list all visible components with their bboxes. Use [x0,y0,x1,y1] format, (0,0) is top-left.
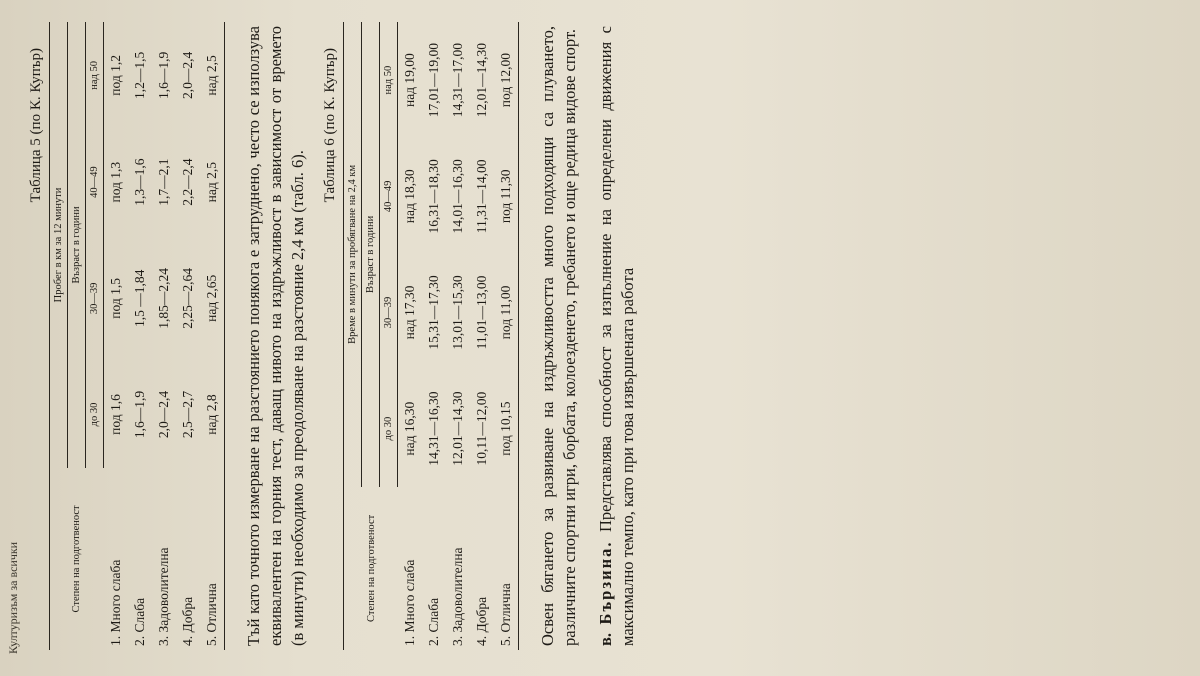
table6-cell: 15,31—17,30 [426,275,442,350]
table6-cell: над 17,30 [402,285,418,340]
table6-cell: 14,01—16,30 [450,159,466,234]
table5-cell: над 2,8 [200,361,225,468]
table6-level: 4. Добра [474,596,490,646]
table5-cell: под 1,6 [108,394,123,435]
table6-cell: под 11,30 [494,138,519,254]
section-b-speed [595,26,639,646]
table5 [49,22,225,650]
table5-cell: 1,6—1,9 [132,390,147,439]
table6-cell: 11,31—14,00 [474,159,490,234]
table5-cell: под 1,2 [108,55,123,96]
table6-cell: 13,01—15,30 [450,275,466,350]
section-b-text: Представлява способност за изпълнение на определени движения с максимално темпо, като при това извършената работа [595,26,637,646]
table5-level-header: Степен на подготвеност [50,468,104,650]
table6-cell: 10,11—12,00 [474,391,490,466]
running-head: Културизъм за всички [6,541,20,654]
table5-cell: под 1,3 [108,161,123,203]
table6-cell: над 18,30 [402,169,418,224]
table5-group-header: Пробег в км за 12 минути [50,22,68,468]
table5-level: 4. Добра [180,596,195,646]
table6-cell: под 10,15 [494,371,519,487]
table6-age-col: до 30 [380,371,398,487]
table-row [470,22,494,650]
table6-title: Таблица 6 (по К. Купър) [322,48,339,203]
table6-cell: под 11,00 [494,254,519,370]
table6-level: 1. Много слаба [402,559,418,646]
table5-cell: 2,0—2,4 [180,51,195,100]
table6-cell: 17,01—19,00 [426,42,442,118]
table5-age-col: над 50 [86,22,104,129]
section-b-term: Бързина. [595,540,615,625]
table5-cell: над 2,5 [200,129,225,236]
table6-age-col: над 50 [380,22,398,138]
table5-level: 1. Много слаба [107,559,123,646]
table6-age-col: 30—39 [380,254,398,370]
table5-cell: 1,5 —1,84 [132,269,147,328]
paragraph-endurance-test: Тъй като точното измерване на разстоянието понякога е затруднено, често се използува еквивалентен на горния тест, даващ нивото на издръжливост в зависимост от времето (в минути) необходимо за преодоляване на разстояние 2,4 км (табл. 6). [244,26,307,646]
table6 [343,22,519,650]
table5-age-header: Възраст в години [68,22,86,468]
table5-title: Таблица 5 (по К. Купър) [28,48,44,203]
table6-level-header: Степен на подготвеност [344,487,398,650]
table6-age-header: Възраст в години [362,22,380,487]
table-row [104,22,129,650]
table-row [152,22,176,650]
table5-cell: 1,2—1,5 [132,51,147,100]
table6-group-header: Време в минути за пробягване на 2,4 км [344,22,362,487]
table-row [422,22,446,650]
table6-cell: над 16,30 [402,401,418,456]
table-row [446,22,470,650]
table-row [128,22,152,650]
table5-cell: 2,5—2,7 [180,390,195,439]
table5-cell: над 2,65 [200,236,225,362]
table5-cell: под 1,5 [108,277,123,319]
section-b-label: в. [595,632,615,646]
table5-age-col: до 30 [86,361,104,468]
table5-age-col: 40—49 [86,129,104,236]
table5-cell: 2,0—2,4 [156,390,171,439]
table6-level: 2. Слаба [426,597,442,646]
table-row [176,22,200,650]
table6-level: 5. Отлична [494,487,519,650]
table5-cell: над 2,5 [200,22,225,129]
table5-level: 3. Задоволителна [156,547,171,646]
table6-cell: 12,01—14,30 [450,391,466,466]
table-row [200,22,225,650]
table5-cell: 2,25—2,64 [180,267,195,329]
table5-level: 5. Отлична [200,468,225,650]
table6-cell: 14,31—16,30 [426,391,442,466]
table5-cell: 1,3—1,6 [132,158,147,206]
table-row [494,22,519,650]
table5-age-col: 30—39 [86,236,104,362]
table6-level: 3. Задоволителна [450,547,466,646]
table6-cell: 16,31—18,30 [426,159,442,234]
table5-cell: 1,85—2,24 [156,267,171,329]
table-row [398,22,423,650]
table6-cell: 14,31—17,00 [450,42,466,118]
table5-cell: 1,7—2,1 [156,158,171,206]
table6-age-col: 40—49 [380,138,398,254]
table5-cell: 1,6—1,9 [156,51,171,100]
table6-cell: над 19,00 [402,53,418,108]
table6-cell: 12,01—14,30 [474,42,490,118]
table6-cell: 11,01—13,00 [474,275,490,350]
table5-level: 2. Слаба [132,597,147,646]
table6-cell: под 12,00 [494,22,519,138]
table5-cell: 2,2—2,4 [180,158,195,206]
paragraph-other-sports: Освен бягането за развиване на издръжливостта много подходящи са плуването, различните спортни игри, борбата, колоезденето, гребането и още редица видове спорт. [538,26,580,646]
